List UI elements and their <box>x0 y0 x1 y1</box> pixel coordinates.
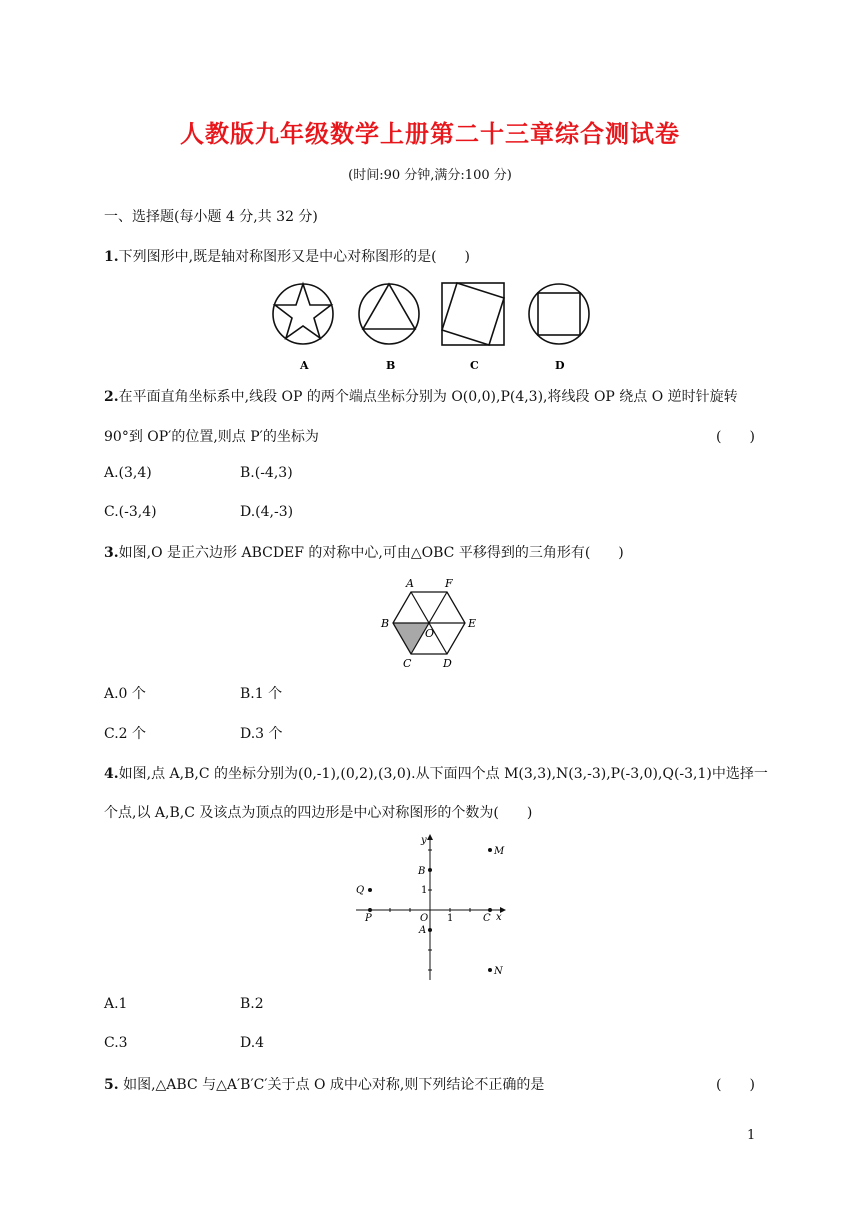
option-d: D.(4,-3) <box>240 504 294 520</box>
label-b: B <box>418 866 426 877</box>
label-e: E <box>468 617 477 630</box>
option-a: A.1 <box>104 996 128 1012</box>
figure-label-b: B <box>386 359 396 372</box>
question-1 <box>104 246 470 266</box>
label-q: Q <box>356 885 365 896</box>
question-5 <box>104 1074 544 1094</box>
question-text: 在平面直角坐标系中,线段 OP 的两个端点坐标分别为 O(0,0),P(4,3),将线段 OP 绕点 O 逆时针旋转 <box>118 389 738 405</box>
label-a: A <box>419 925 427 936</box>
label-f: F <box>445 577 453 590</box>
q1-figure <box>262 276 602 376</box>
question-4 <box>104 763 768 783</box>
option-c: C.2 个 <box>104 726 147 742</box>
label-b: B <box>381 617 390 630</box>
label-m: M <box>494 846 505 857</box>
point-q <box>368 888 372 892</box>
option-c: C.3 <box>104 1035 128 1051</box>
figure-label-a: A <box>300 359 309 372</box>
option-c: C.(-3,4) <box>104 504 157 520</box>
figure-a-star-in-circle <box>273 284 333 344</box>
question-4-continued: 个点,以 A,B,C 及该点为顶点的四边形是中心对称图形的个数为( ) <box>104 805 533 821</box>
tick-label-x-1: 1 <box>447 913 454 924</box>
option-b: B.(-4,3) <box>240 465 293 481</box>
axis-label-x: x <box>496 912 502 923</box>
page-number: 1 <box>747 1128 756 1143</box>
figure-label-d: D <box>555 359 565 372</box>
question-number: 5. <box>104 1077 119 1093</box>
question-3 <box>104 542 624 562</box>
label-c: C <box>403 657 412 670</box>
label-c: C <box>483 913 491 924</box>
question-number: 3. <box>104 545 119 561</box>
exam-info: (时间:90 分钟,满分:100 分) <box>348 168 512 183</box>
option-a: A.0 个 <box>104 686 146 702</box>
q4-coordinate-figure <box>350 830 520 985</box>
q3-hexagon-figure <box>378 574 488 674</box>
answer-bracket: ( ) <box>716 429 755 445</box>
option-d: D.3 个 <box>240 726 283 742</box>
figure-b-triangle-in-circle <box>359 284 419 344</box>
point-c <box>488 908 492 912</box>
question-text: 下列图形中,既是轴对称图形又是中心对称图形的是( ) <box>118 249 470 265</box>
label-o: O <box>420 913 429 924</box>
label-p: P <box>365 913 372 924</box>
figure-label-c: C <box>470 359 479 372</box>
answer-bracket: ( ) <box>716 1077 755 1093</box>
figure-d-square-in-circle <box>529 284 589 344</box>
option-b: B.2 <box>240 996 264 1012</box>
question-text: 如图,O 是正六边形 ABCDEF 的对称中心,可由△OBC 平移得到的三角形有( ) <box>118 545 624 561</box>
axis-label-y: y <box>421 835 427 846</box>
section-heading: 一、选择题(每小题 4 分,共 32 分) <box>104 209 318 225</box>
shaded-triangle-obc <box>393 623 429 654</box>
option-b: B.1 个 <box>240 686 283 702</box>
point-m <box>488 848 492 852</box>
point-b <box>428 868 432 872</box>
page-title: 人教版九年级数学上册第二十三章综合测试卷 <box>180 120 680 148</box>
label-o: O <box>425 627 435 640</box>
question-text: 如图,△ABC 与△A′B′C′关于点 O 成中心对称,则下列结论不正确的是 <box>123 1077 545 1093</box>
tick-label-y-1: 1 <box>421 885 428 896</box>
question-number: 2. <box>104 389 119 405</box>
question-2 <box>104 386 738 406</box>
option-a: A.(3,4) <box>104 465 152 481</box>
point-p <box>368 908 372 912</box>
question-number: 4. <box>104 766 119 782</box>
label-n: N <box>494 966 503 977</box>
label-a: A <box>406 577 414 590</box>
question-2-continued: 90°到 OP′的位置,则点 P′的坐标为 <box>104 429 319 445</box>
figure-c-square-in-square <box>442 283 504 345</box>
label-d: D <box>443 657 452 670</box>
point-n <box>488 968 492 972</box>
point-a <box>428 928 432 932</box>
question-text: 如图,点 A,B,C 的坐标分别为(0,-1),(0,2),(3,0).从下面四个点 M(3,3),N(3,-3),P(-3,0),Q(-3,1)中选择一 <box>118 766 768 782</box>
option-d: D.4 <box>240 1035 265 1051</box>
question-number: 1. <box>104 249 119 265</box>
